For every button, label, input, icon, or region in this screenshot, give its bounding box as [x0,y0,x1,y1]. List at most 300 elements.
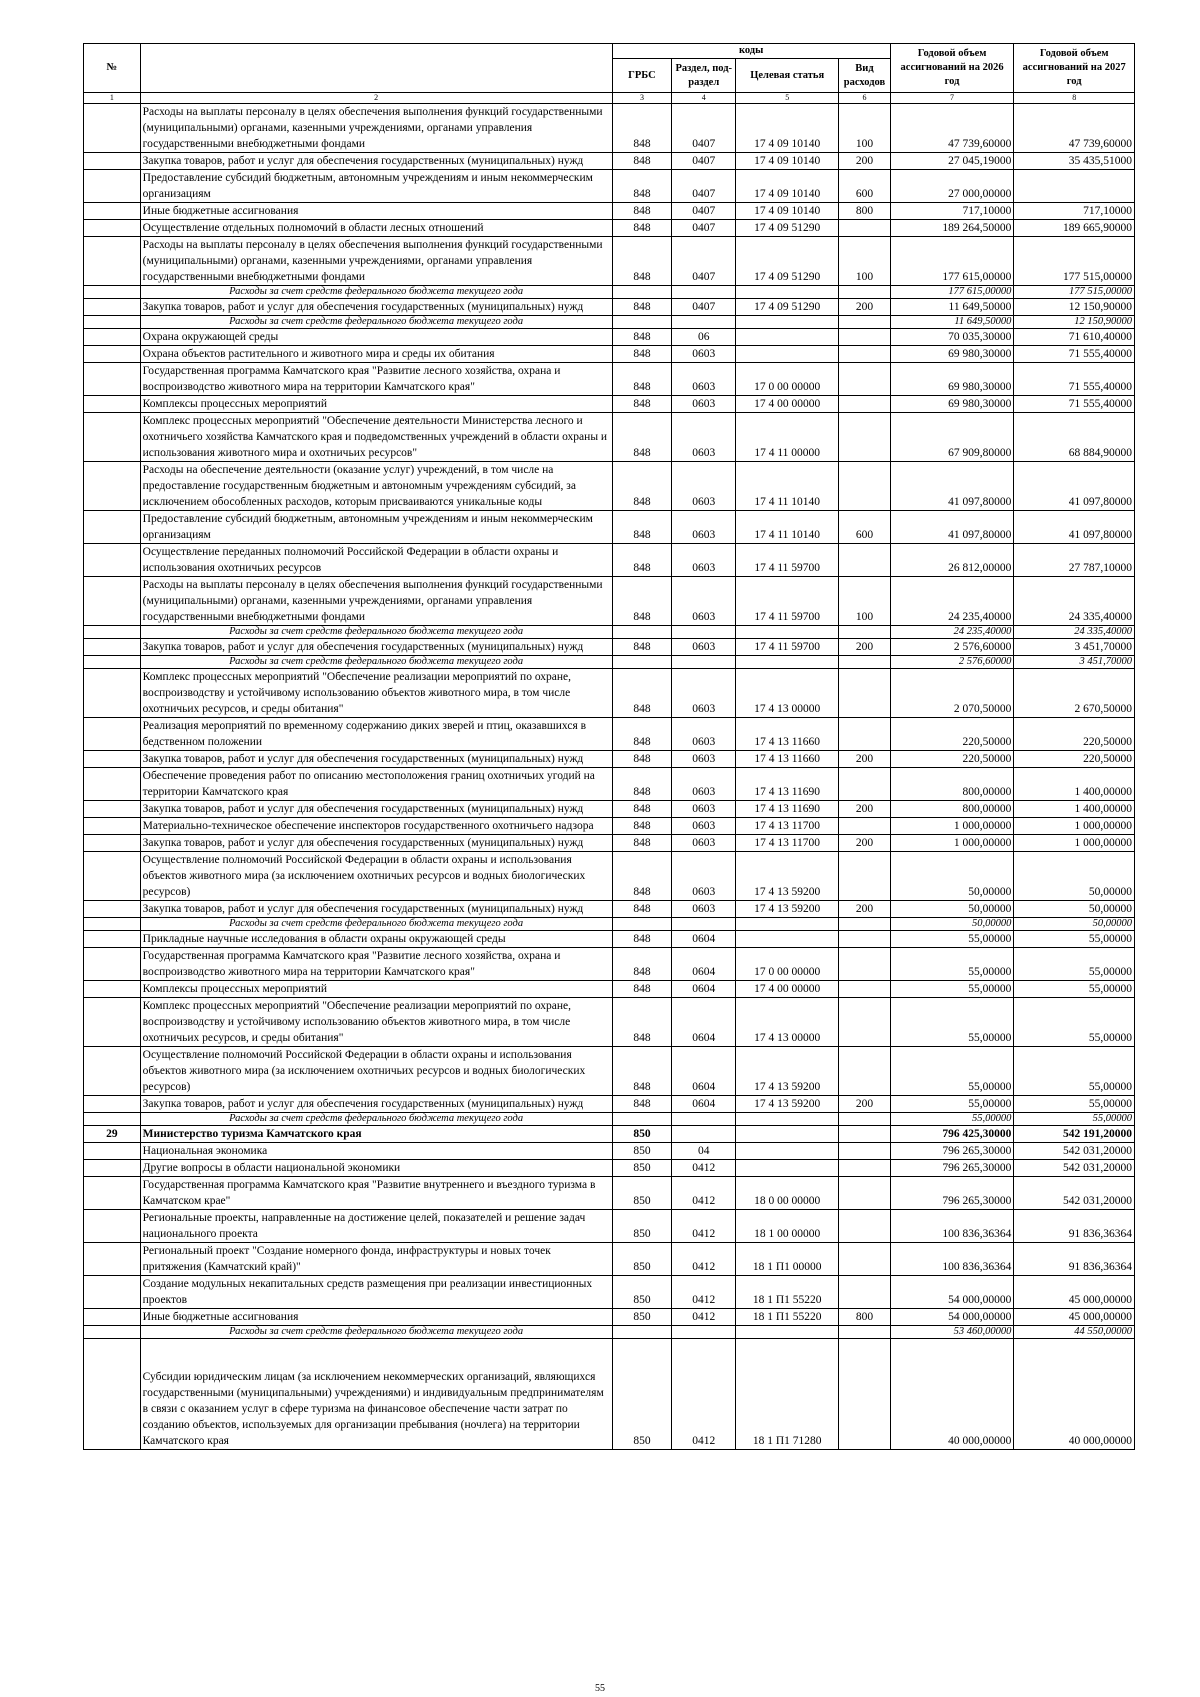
cell-name: Закупка товаров, работ и услуг для обеспечения государственных (муниципальных) нужд [140,901,612,918]
federal-funds-row [84,656,1135,669]
cell-amount-2026: 177 615,00000 [890,237,1014,286]
cell-grbs: 848 [612,396,672,413]
table-row [84,577,1135,626]
cell-amount-2026: 40 000,00000 [890,1339,1014,1450]
cell-name: Расходы за счет средств федерального бюджета текущего года [140,316,612,329]
cell-name: Расходы на выплаты персоналу в целях обеспечения выполнения функций государственными (муниципальными) органами, казенными учреждениями, органами управления государственными внебюджетными фондами [140,577,612,626]
federal-funds-row [84,918,1135,931]
cell-target-article: 17 4 00 00000 [736,981,839,998]
table-row [84,237,1135,286]
cell-amount-2027: 24 335,40000 [1014,577,1135,626]
table-row [84,639,1135,656]
cell-target-article: 17 4 11 59700 [736,639,839,656]
cell-section: 0604 [672,948,736,981]
cell-number [84,718,141,751]
cell-grbs: 848 [612,346,672,363]
cell-section: 0604 [672,998,736,1047]
cell-amount-2027: 55,00000 [1014,948,1135,981]
cell-section [672,626,736,639]
cell-grbs: 848 [612,639,672,656]
cell-number [84,751,141,768]
table-row [84,801,1135,818]
cell-grbs: 848 [612,768,672,801]
cell-grbs: 848 [612,363,672,396]
cell-expense-kind [839,1243,891,1276]
table-row [84,511,1135,544]
table-row [84,396,1135,413]
cell-target-article: 17 4 13 00000 [736,669,839,718]
cell-amount-2027: 50,00000 [1014,901,1135,918]
cell-target-article: 18 1 П1 55220 [736,1276,839,1309]
cell-amount-2027: 47 739,60000 [1014,104,1135,153]
cell-target-article: 17 4 09 10140 [736,170,839,203]
cell-expense-kind: 200 [839,299,891,316]
column-number-6: 6 [839,93,891,104]
cell-amount-2027: 55,00000 [1014,931,1135,948]
cell-grbs: 850 [612,1143,672,1160]
cell-number [84,931,141,948]
cell-amount-2026: 1 000,00000 [890,818,1014,835]
cell-grbs: 848 [612,220,672,237]
cell-target-article: 17 4 11 10140 [736,511,839,544]
cell-expense-kind [839,1143,891,1160]
cell-amount-2026: 69 980,30000 [890,396,1014,413]
cell-target-article [736,1143,839,1160]
cell-section: 0604 [672,1047,736,1096]
budget-table-page [83,43,1135,1450]
cell-amount-2026: 800,00000 [890,801,1014,818]
cell-amount-2027: 55,00000 [1014,1096,1135,1113]
cell-expense-kind [839,316,891,329]
cell-amount-2026: 2 576,60000 [890,639,1014,656]
table-row [84,852,1135,901]
cell-expense-kind [839,462,891,511]
cell-number [84,1096,141,1113]
cell-name: Осуществление переданных полномочий Российской Федерации в области охраны и использования охотничьих ресурсов [140,544,612,577]
cell-target-article: 17 4 11 10140 [736,462,839,511]
cell-amount-2027: 50,00000 [1014,852,1135,901]
cell-target-article [736,656,839,669]
cell-amount-2026: 220,50000 [890,718,1014,751]
cell-number [84,1210,141,1243]
cell-name: Охрана объектов растительного и животного мира и среды их обитания [140,346,612,363]
cell-section: 0603 [672,751,736,768]
table-row [84,768,1135,801]
cell-amount-2026: 55,00000 [890,1113,1014,1126]
cell-amount-2027: 12 150,90000 [1014,316,1135,329]
cell-number [84,363,141,396]
cell-amount-2027: 542 031,20000 [1014,1160,1135,1177]
cell-name: Расходы за счет средств федерального бюджета текущего года [140,918,612,931]
cell-target-article [736,329,839,346]
cell-number [84,639,141,656]
cell-amount-2026: 41 097,80000 [890,511,1014,544]
cell-number [84,835,141,852]
column-number-1: 1 [84,93,141,104]
cell-grbs: 850 [612,1160,672,1177]
cell-section: 0407 [672,220,736,237]
cell-expense-kind: 200 [839,639,891,656]
cell-expense-kind: 200 [839,751,891,768]
cell-amount-2027: 177 515,00000 [1014,237,1135,286]
cell-section: 0407 [672,299,736,316]
cell-amount-2026: 800,00000 [890,768,1014,801]
cell-section: 0407 [672,153,736,170]
cell-target-article: 17 4 13 11660 [736,751,839,768]
cell-amount-2027: 41 097,80000 [1014,462,1135,511]
cell-target-article: 17 4 13 11690 [736,801,839,818]
cell-amount-2026: 55,00000 [890,1096,1014,1113]
cell-grbs: 850 [612,1243,672,1276]
cell-expense-kind: 600 [839,511,891,544]
cell-target-article: 17 4 09 10140 [736,104,839,153]
budget-table [83,43,1135,1450]
cell-amount-2026: 100 836,36364 [890,1210,1014,1243]
cell-target-article: 18 1 П1 55220 [736,1309,839,1326]
cell-expense-kind: 800 [839,203,891,220]
cell-target-article [736,626,839,639]
cell-number [84,1113,141,1126]
cell-section: 0604 [672,931,736,948]
header-number: № [84,44,141,93]
cell-section: 0603 [672,835,736,852]
federal-funds-row [84,1326,1135,1339]
table-row [84,931,1135,948]
table-row [84,346,1135,363]
cell-amount-2027: 55,00000 [1014,1047,1135,1096]
cell-section [672,1126,736,1143]
cell-amount-2027: 1 400,00000 [1014,768,1135,801]
cell-number [84,1160,141,1177]
table-row [84,1126,1135,1143]
header-kind: Вид расходов [839,59,891,93]
cell-grbs: 848 [612,801,672,818]
cell-section: 0412 [672,1243,736,1276]
table-row [84,669,1135,718]
cell-name: Региональные проекты, направленные на достижение целей, показателей и решение задач национального проекта [140,1210,612,1243]
cell-amount-2026: 69 980,30000 [890,363,1014,396]
cell-name: Национальная экономика [140,1143,612,1160]
cell-expense-kind [839,1126,891,1143]
cell-grbs: 848 [612,462,672,511]
cell-target-article: 17 4 09 51290 [736,220,839,237]
cell-expense-kind [839,1113,891,1126]
cell-number [84,104,141,153]
cell-expense-kind [839,413,891,462]
cell-target-article: 17 4 13 11700 [736,835,839,852]
cell-number [84,852,141,901]
cell-amount-2026: 27 000,00000 [890,170,1014,203]
cell-name: Иные бюджетные ассигнования [140,1309,612,1326]
cell-grbs: 848 [612,413,672,462]
cell-grbs: 850 [612,1276,672,1309]
cell-amount-2026: 50,00000 [890,901,1014,918]
cell-amount-2027: 1 000,00000 [1014,818,1135,835]
cell-expense-kind: 200 [839,801,891,818]
table-row [84,170,1135,203]
cell-name: Закупка товаров, работ и услуг для обеспечения государственных (муниципальных) нужд [140,153,612,170]
cell-number [84,656,141,669]
cell-number [84,669,141,718]
cell-name: Предоставление субсидий бюджетным, автономным учреждениям и иным некоммерческим организациям [140,170,612,203]
cell-section [672,656,736,669]
cell-amount-2026: 796 265,30000 [890,1143,1014,1160]
cell-number [84,286,141,299]
cell-amount-2027: 27 787,10000 [1014,544,1135,577]
table-row [84,413,1135,462]
cell-target-article [736,346,839,363]
cell-number [84,153,141,170]
header-2026: Годовой объем ассигнований на 2026 год [890,44,1014,93]
column-number-2: 2 [140,93,612,104]
cell-section: 04 [672,1143,736,1160]
cell-amount-2026: 220,50000 [890,751,1014,768]
header-name [140,44,612,93]
cell-expense-kind [839,818,891,835]
cell-section: 0603 [672,346,736,363]
cell-amount-2027: 542 031,20000 [1014,1143,1135,1160]
cell-number [84,1309,141,1326]
cell-amount-2027: 3 451,70000 [1014,656,1135,669]
cell-grbs: 848 [612,237,672,286]
column-number-7: 7 [890,93,1014,104]
cell-expense-kind [839,1326,891,1339]
cell-amount-2026: 50,00000 [890,852,1014,901]
cell-grbs: 848 [612,835,672,852]
cell-target-article: 18 0 00 00000 [736,1177,839,1210]
table-row [84,1160,1135,1177]
table-row [84,1177,1135,1210]
cell-name: Закупка товаров, работ и услуг для обеспечения государственных (муниципальных) нужд [140,835,612,852]
cell-name: Расходы за счет средств федерального бюджета текущего года [140,286,612,299]
cell-number [84,237,141,286]
cell-name: Прикладные научные исследования в области охраны окружающей среды [140,931,612,948]
cell-name: Реализация мероприятий по временному содержанию диких зверей и птиц, оказавшихся в бедственном положении [140,718,612,751]
cell-section: 0603 [672,396,736,413]
cell-expense-kind: 100 [839,577,891,626]
cell-section: 0412 [672,1276,736,1309]
cell-grbs: 848 [612,751,672,768]
cell-expense-kind [839,329,891,346]
cell-target-article: 17 4 13 11700 [736,818,839,835]
table-row [84,1276,1135,1309]
cell-number [84,396,141,413]
cell-name: Осуществление отдельных полномочий в области лесных отношений [140,220,612,237]
cell-name: Закупка товаров, работ и услуг для обеспечения государственных (муниципальных) нужд [140,751,612,768]
cell-grbs [612,626,672,639]
cell-expense-kind [839,396,891,413]
cell-section [672,1113,736,1126]
cell-name: Расходы за счет средств федерального бюджета текущего года [140,1326,612,1339]
cell-target-article [736,286,839,299]
table-row [84,363,1135,396]
cell-section: 0603 [672,462,736,511]
cell-grbs: 848 [612,948,672,981]
cell-target-article [736,1326,839,1339]
cell-expense-kind [839,948,891,981]
cell-number [84,577,141,626]
cell-grbs: 848 [612,544,672,577]
table-row [84,220,1135,237]
cell-grbs: 850 [612,1210,672,1243]
cell-section [672,918,736,931]
cell-number [84,462,141,511]
cell-number [84,1276,141,1309]
cell-name: Материально-техническое обеспечение инспекторов государственного охотничьего надзора [140,818,612,835]
cell-expense-kind: 200 [839,835,891,852]
cell-number [84,1143,141,1160]
cell-section: 0603 [672,413,736,462]
cell-expense-kind [839,1339,891,1450]
cell-grbs: 850 [612,1126,672,1143]
cell-name: Региональный проект "Создание номерного фонда, инфраструктуры и новых точек притяжения (Камчатский край)" [140,1243,612,1276]
cell-name: Комплекс процессных мероприятий "Обеспечение деятельности Министерства лесного и охотничьего хозяйства Камчатского края и подведомственных учреждений в области охраны и использования животного мира и охотничьих ресурсов" [140,413,612,462]
cell-amount-2026: 27 045,19000 [890,153,1014,170]
cell-section: 0603 [672,669,736,718]
cell-target-article: 17 4 13 11690 [736,768,839,801]
cell-expense-kind [839,1210,891,1243]
cell-target-article: 17 4 13 59200 [736,852,839,901]
cell-amount-2026: 55,00000 [890,1047,1014,1096]
cell-amount-2026: 11 649,50000 [890,316,1014,329]
cell-section: 0412 [672,1177,736,1210]
cell-section: 0407 [672,104,736,153]
cell-amount-2027: 71 555,40000 [1014,346,1135,363]
cell-target-article [736,1126,839,1143]
cell-name: Закупка товаров, работ и услуг для обеспечения государственных (муниципальных) нужд [140,299,612,316]
cell-amount-2027: 45 000,00000 [1014,1309,1135,1326]
cell-name: Государственная программа Камчатского края "Развитие лесного хозяйства, охрана и воспроизводство животного мира на территории Камчатского края" [140,948,612,981]
cell-expense-kind [839,852,891,901]
cell-amount-2026: 177 615,00000 [890,286,1014,299]
cell-expense-kind: 100 [839,237,891,286]
cell-name: Другие вопросы в области национальной экономики [140,1160,612,1177]
cell-expense-kind [839,918,891,931]
table-row [84,751,1135,768]
cell-grbs: 848 [612,577,672,626]
table-row [84,1309,1135,1326]
cell-amount-2026: 67 909,80000 [890,413,1014,462]
header-target: Целевая статья [736,59,839,93]
cell-name: Обеспечение проведения работ по описанию местоположения границ охотничьих угодий на территории Камчатского края [140,768,612,801]
cell-expense-kind [839,1177,891,1210]
cell-number [84,801,141,818]
cell-amount-2027: 542 191,20000 [1014,1126,1135,1143]
cell-section [672,1326,736,1339]
federal-funds-row [84,626,1135,639]
cell-name: Расходы на выплаты персоналу в целях обеспечения выполнения функций государственными (муниципальными) органами, казенными учреждениями, органами управления государственными внебюджетными фондами [140,104,612,153]
cell-section: 0603 [672,511,736,544]
table-row [84,1096,1135,1113]
cell-section: 0603 [672,901,736,918]
cell-target-article [736,918,839,931]
cell-target-article: 17 4 09 51290 [736,299,839,316]
cell-amount-2027: 71 610,40000 [1014,329,1135,346]
cell-section: 0412 [672,1210,736,1243]
column-number-4: 4 [672,93,736,104]
cell-amount-2027: 50,00000 [1014,918,1135,931]
cell-number [84,901,141,918]
cell-amount-2026: 55,00000 [890,948,1014,981]
cell-section: 0412 [672,1339,736,1450]
cell-amount-2027: 45 000,00000 [1014,1276,1135,1309]
cell-number [84,203,141,220]
cell-expense-kind [839,981,891,998]
cell-number: 29 [84,1126,141,1143]
cell-name: Осуществление полномочий Российской Федерации в области охраны и использования объектов животного мира (за исключением охотничьих ресурсов и водных биологических ресурсов) [140,1047,612,1096]
table-row [84,1339,1135,1450]
cell-name: Создание модульных некапитальных средств размещения при реализации инвестиционных проектов [140,1276,612,1309]
cell-section: 0604 [672,1096,736,1113]
cell-number [84,1177,141,1210]
cell-grbs [612,1326,672,1339]
cell-number [84,626,141,639]
cell-expense-kind [839,718,891,751]
cell-amount-2026: 2 070,50000 [890,669,1014,718]
cell-number [84,346,141,363]
cell-section: 0603 [672,363,736,396]
cell-amount-2027: 55,00000 [1014,981,1135,998]
cell-section: 0407 [672,170,736,203]
cell-grbs [612,286,672,299]
cell-amount-2027: 542 031,20000 [1014,1177,1135,1210]
cell-amount-2027: 717,10000 [1014,203,1135,220]
cell-grbs: 850 [612,1309,672,1326]
cell-amount-2027: 35 435,51000 [1014,153,1135,170]
cell-target-article [736,1113,839,1126]
cell-expense-kind: 100 [839,104,891,153]
cell-target-article: 17 4 13 59200 [736,1096,839,1113]
cell-target-article: 18 1 П1 71280 [736,1339,839,1450]
cell-expense-kind [839,346,891,363]
cell-amount-2026: 796 425,30000 [890,1126,1014,1143]
cell-amount-2027: 91 836,36364 [1014,1243,1135,1276]
cell-grbs [612,656,672,669]
cell-name: Расходы на обеспечение деятельности (оказание услуг) учреждений, в том числе на предоставление государственным бюджетным и автономным учреждениям субсидий, за исключением обособленных расходов, которым присваиваются уникальные коды [140,462,612,511]
cell-expense-kind [839,998,891,1047]
cell-number [84,299,141,316]
cell-section: 0407 [672,203,736,220]
cell-section: 0603 [672,544,736,577]
federal-funds-row [84,1113,1135,1126]
cell-name: Комплекс процессных мероприятий "Обеспечение реализации мероприятий по охране, воспроизводству и устойчивому использованию объектов животного мира, в том числе охотничьих ресурсов, и среды обитания" [140,998,612,1047]
header-2027: Годовой объем ассигнований на 2027 год [1014,44,1135,93]
cell-number [84,1326,141,1339]
cell-amount-2026: 26 812,00000 [890,544,1014,577]
cell-amount-2026: 189 264,50000 [890,220,1014,237]
cell-name: Субсидии юридическим лицам (за исключением некоммерческих организаций, являющихся государственными (муниципальными) учреждениями) и индивидуальным предпринимателям в связи с оказанием услуг в сфере туризма на финансовое обеспечение части затрат по созданию объектов, используемых для организации пребывания (ночлега) на территории Камчатского края [140,1339,612,1450]
table-row [84,1243,1135,1276]
cell-amount-2027: 44 550,00000 [1014,1326,1135,1339]
cell-name: Государственная программа Камчатского края "Развитие лесного хозяйства, охрана и воспроизводство животного мира на территории Камчатского края" [140,363,612,396]
cell-name: Предоставление субсидий бюджетным, автономным учреждениям и иным некоммерческим организациям [140,511,612,544]
cell-expense-kind [839,1047,891,1096]
table-body [84,104,1135,1450]
cell-expense-kind: 600 [839,170,891,203]
cell-amount-2026: 24 235,40000 [890,577,1014,626]
cell-amount-2027: 55,00000 [1014,1113,1135,1126]
cell-amount-2026: 2 576,60000 [890,656,1014,669]
cell-name: Комплекс процессных мероприятий "Обеспечение реализации мероприятий по охране, воспроизводству и устойчивому использованию объектов животного мира, в том числе охотничьих ресурсов, и среды обитания" [140,669,612,718]
cell-name: Расходы за счет средств федерального бюджета текущего года [140,1113,612,1126]
cell-amount-2026: 69 980,30000 [890,346,1014,363]
cell-amount-2027: 41 097,80000 [1014,511,1135,544]
cell-number [84,220,141,237]
cell-number [84,918,141,931]
cell-amount-2026: 47 739,60000 [890,104,1014,153]
cell-target-article [736,931,839,948]
cell-amount-2026: 717,10000 [890,203,1014,220]
